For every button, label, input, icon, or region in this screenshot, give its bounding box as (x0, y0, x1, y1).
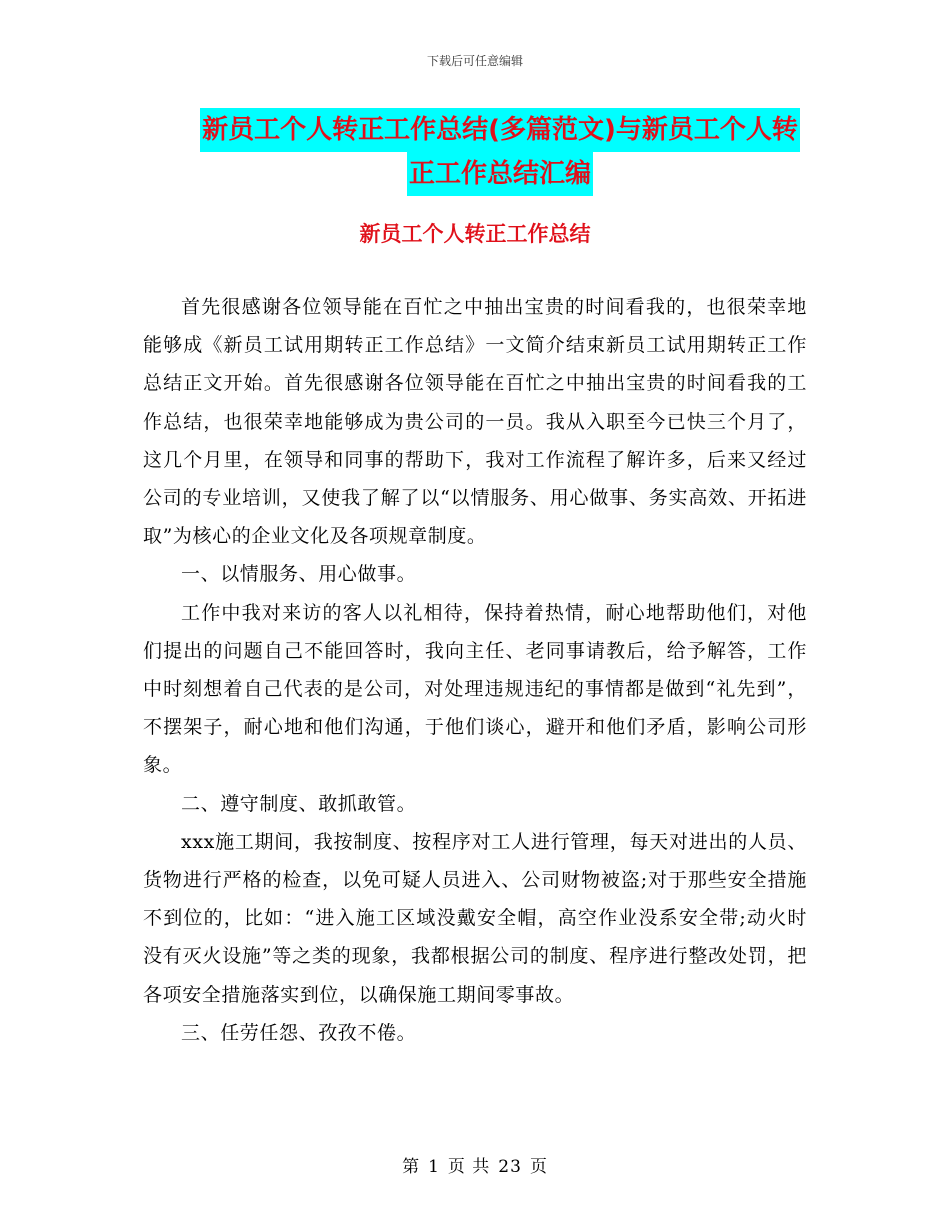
heading-1: 一、以情服务、用心做事。 (181, 563, 417, 586)
document-title (190, 108, 810, 196)
heading-2: 二、遵守制度、敢抓敢管。 (181, 792, 417, 815)
total-page-count: 23 (498, 1157, 522, 1177)
paragraph-1: 工作中我对来访的客人以礼相待，保持着热情，耐心地帮助他们，对他们提出的问题自己不能回答时，我向主任、老同事请教后，给予解答，工作中时刻想着自己代表的是公司，对处理违规违纪的事情都是做到“礼先到”，不摆架子，耐心地和他们沟通，于他们谈心，避开和他们矛盾，影响公司形象。 (143, 601, 807, 777)
paragraph-2: xxx施工期间，我按制度、按程序对工人进行管理，每天对进出的人员、货物进行严格的检查，以免可疑人员进入、公司财物被盗;对于那些安全措施不到位的，比如：“进入施工区域没戴安全帽，高空作业没系安全带;动火时没有灭火设施”等之类的现象，我都根据公司的制度、程序进行整改处罚，把各项安全措施落实到位，以确保施工期间零事故。 (143, 830, 807, 1006)
footer-prefix: 第 (402, 1157, 421, 1177)
title-line-1: 新员工个人转正工作总结(多篇范文)与新员工个人转 (200, 108, 800, 152)
document-body (143, 288, 807, 1052)
header-note: 下载后可任意编辑 (426, 54, 523, 68)
footer-middle: 页 共 (447, 1157, 491, 1177)
current-page-number: 1 (428, 1157, 440, 1177)
paragraph-intro: 首先很感谢各位领导能在百忙之中抽出宝贵的时间看我的，也很荣幸地能够成《新员工试用期转正工作总结》一文简介结束新员工试用期转正工作总结正文开始。首先很感谢各位领导能在百忙之中抽出宝贵的时间看我的工作总结，也很荣幸地能够成为贵公司的一员。我从入职至今已快三个月了，这几个月里，在领导和同事的帮助下，我对工作流程了解许多，后来又经过公司的专业培训，又使我了解了以“以情服务、用心做事、务实高效、开拓进取”为核心的企业文化及各项规章制度。 (143, 296, 807, 548)
page-footer (0, 1152, 950, 1177)
title-line-2: 正工作总结汇编 (407, 152, 593, 196)
section-title: 新员工个人转正工作总结 (359, 222, 591, 246)
footer-suffix: 页 (529, 1157, 548, 1177)
heading-3: 三、任劳任怨、孜孜不倦。 (181, 1021, 417, 1044)
